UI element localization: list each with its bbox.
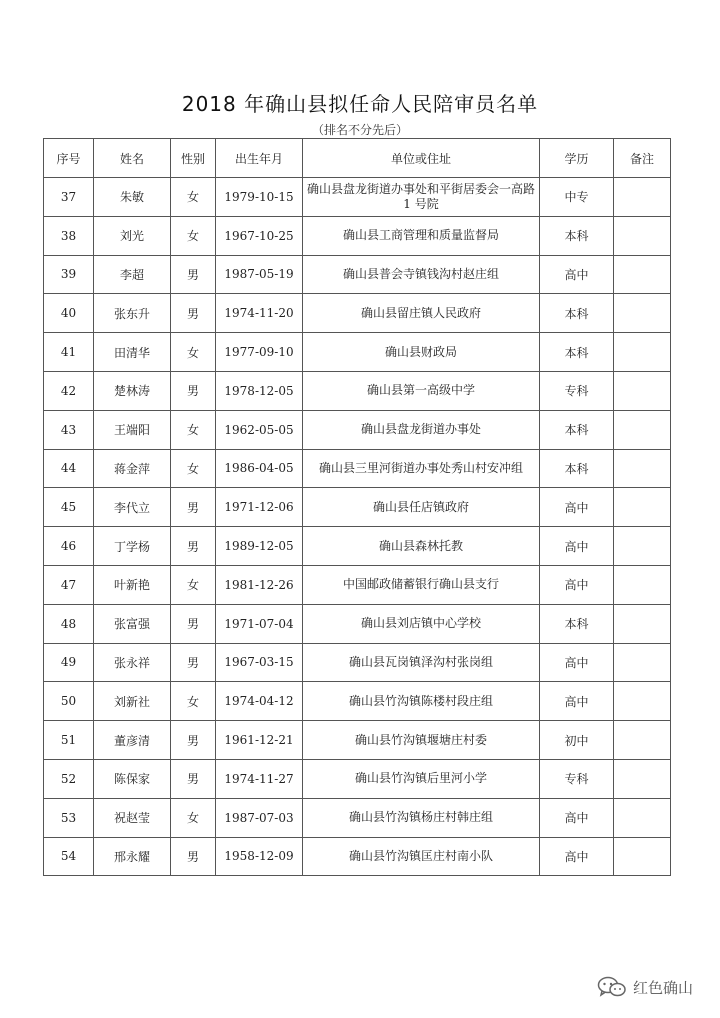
table-row <box>44 371 671 410</box>
cell-gender: 女 <box>171 449 216 488</box>
cell-unit-address: 确山县瓦岗镇泽沟村张岗组 <box>303 643 540 682</box>
cell-birthdate: 1967-10-25 <box>216 216 303 255</box>
cell-unit-address: 中国邮政储蓄银行确山县支行 <box>303 565 540 604</box>
cell-remarks <box>614 488 671 527</box>
cell-unit-address: 确山县竹沟镇陈楼村段庄组 <box>303 682 540 721</box>
cell-gender: 男 <box>171 255 216 294</box>
cell-index: 37 <box>44 178 94 217</box>
cell-education: 高中 <box>540 255 614 294</box>
cell-gender: 男 <box>171 371 216 410</box>
cell-name: 王端阳 <box>94 410 171 449</box>
cell-name: 刘新社 <box>94 682 171 721</box>
cell-remarks <box>614 759 671 798</box>
cell-index: 41 <box>44 333 94 372</box>
cell-unit-address: 确山县任店镇政府 <box>303 488 540 527</box>
header-gender: 性别 <box>171 139 216 178</box>
cell-education: 本科 <box>540 333 614 372</box>
cell-remarks <box>614 178 671 217</box>
cell-name: 李超 <box>94 255 171 294</box>
cell-name: 楚林涛 <box>94 371 171 410</box>
cell-unit-address: 确山县第一高级中学 <box>303 371 540 410</box>
juror-table <box>43 138 671 876</box>
cell-unit-address: 确山县刘店镇中心学校 <box>303 604 540 643</box>
cell-remarks <box>614 721 671 760</box>
cell-name: 朱敏 <box>94 178 171 217</box>
cell-gender: 男 <box>171 759 216 798</box>
cell-gender: 男 <box>171 294 216 333</box>
cell-education: 专科 <box>540 371 614 410</box>
cell-index: 48 <box>44 604 94 643</box>
cell-index: 46 <box>44 527 94 566</box>
cell-index: 43 <box>44 410 94 449</box>
cell-birthdate: 1961-12-21 <box>216 721 303 760</box>
cell-birthdate: 1986-04-05 <box>216 449 303 488</box>
table-row <box>44 178 671 217</box>
cell-gender: 女 <box>171 178 216 217</box>
cell-index: 38 <box>44 216 94 255</box>
cell-unit-address: 确山县盘龙街道办事处和平街居委会一高路 1 号院 <box>303 178 540 217</box>
cell-birthdate: 1979-10-15 <box>216 178 303 217</box>
cell-birthdate: 1978-12-05 <box>216 371 303 410</box>
cell-name: 田清华 <box>94 333 171 372</box>
cell-remarks <box>614 410 671 449</box>
cell-name: 蒋金萍 <box>94 449 171 488</box>
table-row <box>44 333 671 372</box>
cell-education: 高中 <box>540 682 614 721</box>
cell-unit-address: 确山县普会寺镇钱沟村赵庄组 <box>303 255 540 294</box>
cell-gender: 男 <box>171 837 216 876</box>
watermark <box>597 976 693 998</box>
table-row <box>44 604 671 643</box>
cell-education: 中专 <box>540 178 614 217</box>
table-row <box>44 682 671 721</box>
cell-index: 53 <box>44 798 94 837</box>
header-remarks: 备注 <box>614 139 671 178</box>
cell-education: 本科 <box>540 216 614 255</box>
cell-gender: 女 <box>171 410 216 449</box>
cell-name: 董彦清 <box>94 721 171 760</box>
cell-name: 刘光 <box>94 216 171 255</box>
cell-birthdate: 1977-09-10 <box>216 333 303 372</box>
cell-unit-address: 确山县竹沟镇后里河小学 <box>303 759 540 798</box>
cell-unit-address: 确山县三里河街道办事处秀山村安冲组 <box>303 449 540 488</box>
table-row <box>44 643 671 682</box>
cell-gender: 女 <box>171 682 216 721</box>
cell-birthdate: 1987-07-03 <box>216 798 303 837</box>
cell-gender: 男 <box>171 721 216 760</box>
header-unit-address: 单位或住址 <box>303 139 540 178</box>
wechat-icon <box>597 976 627 998</box>
table-row <box>44 488 671 527</box>
cell-birthdate: 1981-12-26 <box>216 565 303 604</box>
cell-gender: 男 <box>171 527 216 566</box>
cell-index: 52 <box>44 759 94 798</box>
cell-name: 祝赵莹 <box>94 798 171 837</box>
cell-education: 高中 <box>540 565 614 604</box>
cell-birthdate: 1958-12-09 <box>216 837 303 876</box>
cell-unit-address: 确山县留庄镇人民政府 <box>303 294 540 333</box>
cell-education: 高中 <box>540 798 614 837</box>
cell-gender: 男 <box>171 488 216 527</box>
page-title: 2018 年确山县拟任命人民陪审员名单 <box>181 92 539 116</box>
cell-name: 李代立 <box>94 488 171 527</box>
cell-remarks <box>614 294 671 333</box>
cell-name: 张东升 <box>94 294 171 333</box>
cell-unit-address: 确山县盘龙街道办事处 <box>303 410 540 449</box>
cell-gender: 男 <box>171 604 216 643</box>
cell-unit-address: 确山县竹沟镇匡庄村南小队 <box>303 837 540 876</box>
cell-name: 张富强 <box>94 604 171 643</box>
cell-education: 初中 <box>540 721 614 760</box>
header-name: 姓名 <box>94 139 171 178</box>
cell-name: 叶新艳 <box>94 565 171 604</box>
table-row <box>44 565 671 604</box>
cell-gender: 男 <box>171 643 216 682</box>
header-birthdate: 出生年月 <box>216 139 303 178</box>
cell-index: 54 <box>44 837 94 876</box>
cell-birthdate: 1971-07-04 <box>216 604 303 643</box>
cell-index: 39 <box>44 255 94 294</box>
cell-birthdate: 1962-05-05 <box>216 410 303 449</box>
cell-birthdate: 1974-11-27 <box>216 759 303 798</box>
cell-birthdate: 1967-03-15 <box>216 643 303 682</box>
cell-name: 陈保家 <box>94 759 171 798</box>
cell-index: 51 <box>44 721 94 760</box>
cell-index: 44 <box>44 449 94 488</box>
cell-education: 高中 <box>540 837 614 876</box>
cell-birthdate: 1974-04-12 <box>216 682 303 721</box>
cell-education: 本科 <box>540 604 614 643</box>
cell-birthdate: 1989-12-05 <box>216 527 303 566</box>
watermark-text: 红色确山 <box>633 978 694 997</box>
cell-remarks <box>614 837 671 876</box>
table-row <box>44 294 671 333</box>
table-row <box>44 527 671 566</box>
cell-remarks <box>614 255 671 294</box>
header-index: 序号 <box>44 139 94 178</box>
cell-remarks <box>614 682 671 721</box>
page-subtitle: （排名不分先后） <box>311 123 408 137</box>
table-body <box>44 178 671 876</box>
table-row <box>44 255 671 294</box>
cell-remarks <box>614 371 671 410</box>
cell-remarks <box>614 798 671 837</box>
cell-remarks <box>614 565 671 604</box>
table-header-row <box>44 139 671 178</box>
cell-remarks <box>614 449 671 488</box>
cell-gender: 女 <box>171 216 216 255</box>
cell-birthdate: 1971-12-06 <box>216 488 303 527</box>
cell-birthdate: 1987-05-19 <box>216 255 303 294</box>
table-row <box>44 410 671 449</box>
cell-index: 45 <box>44 488 94 527</box>
header-education: 学历 <box>540 139 614 178</box>
cell-education: 本科 <box>540 410 614 449</box>
cell-education: 高中 <box>540 488 614 527</box>
cell-gender: 女 <box>171 565 216 604</box>
table-row <box>44 798 671 837</box>
cell-unit-address: 确山县竹沟镇杨庄村韩庄组 <box>303 798 540 837</box>
cell-index: 50 <box>44 682 94 721</box>
cell-remarks <box>614 604 671 643</box>
cell-name: 邢永耀 <box>94 837 171 876</box>
cell-index: 49 <box>44 643 94 682</box>
cell-index: 42 <box>44 371 94 410</box>
table-row <box>44 216 671 255</box>
table-row <box>44 721 671 760</box>
cell-name: 丁学杨 <box>94 527 171 566</box>
cell-education: 高中 <box>540 643 614 682</box>
table-row <box>44 759 671 798</box>
cell-education: 专科 <box>540 759 614 798</box>
cell-remarks <box>614 333 671 372</box>
cell-remarks <box>614 643 671 682</box>
cell-gender: 女 <box>171 798 216 837</box>
cell-education: 本科 <box>540 449 614 488</box>
cell-unit-address: 确山县工商管理和质量监督局 <box>303 216 540 255</box>
cell-education: 本科 <box>540 294 614 333</box>
cell-gender: 女 <box>171 333 216 372</box>
cell-remarks <box>614 527 671 566</box>
table-row <box>44 837 671 876</box>
cell-education: 高中 <box>540 527 614 566</box>
cell-unit-address: 确山县森林托教 <box>303 527 540 566</box>
cell-index: 40 <box>44 294 94 333</box>
table-row <box>44 449 671 488</box>
cell-name: 张永祥 <box>94 643 171 682</box>
cell-unit-address: 确山县财政局 <box>303 333 540 372</box>
cell-unit-address: 确山县竹沟镇堰塘庄村委 <box>303 721 540 760</box>
cell-birthdate: 1974-11-20 <box>216 294 303 333</box>
cell-remarks <box>614 216 671 255</box>
cell-index: 47 <box>44 565 94 604</box>
